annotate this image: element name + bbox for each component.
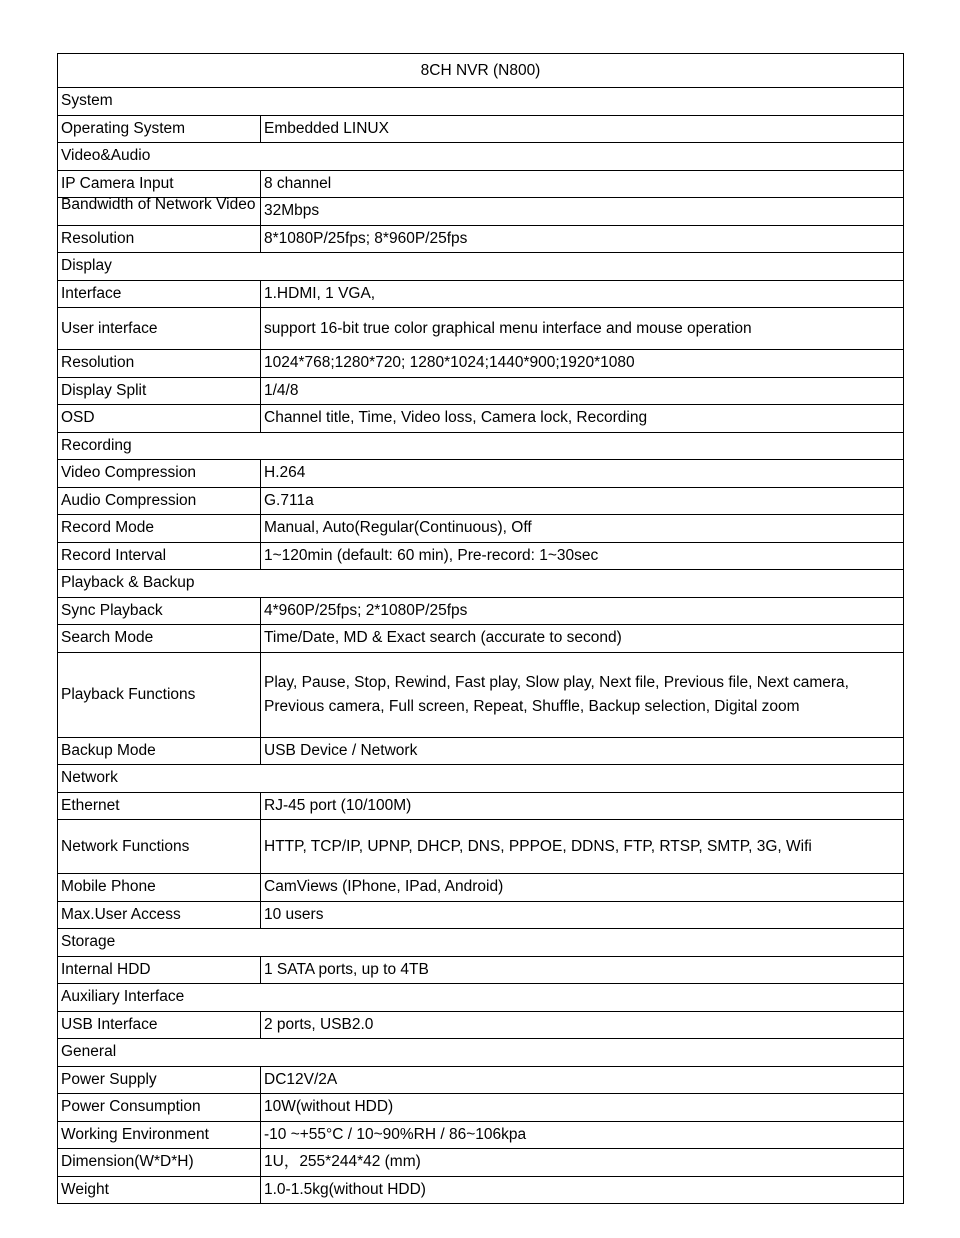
table-row [58, 350, 904, 378]
spec-value: USB Device / Network [261, 737, 904, 765]
section-row [58, 765, 904, 793]
spec-label-text: Bandwidth of Network Video [61, 196, 256, 214]
table-row [58, 487, 904, 515]
spec-value: 32Mbps [261, 198, 904, 226]
spec-label: IP Camera Input [58, 170, 261, 198]
table-row [58, 460, 904, 488]
section-heading: System [58, 88, 904, 116]
spec-label: Sync Playback [58, 597, 261, 625]
spec-value: 1.HDMI, 1 VGA, [261, 280, 904, 308]
spec-label: Power Consumption [58, 1094, 261, 1122]
spec-value: Play, Pause, Stop, Rewind, Fast play, Slow play, Next file, Previous file, Next camera, Previous camera, Full screen, Repeat, Shuffle, Backup selection, Digital zoom [261, 652, 904, 737]
table-row [58, 737, 904, 765]
table-row [58, 377, 904, 405]
table-row [58, 198, 904, 226]
spec-label [58, 198, 261, 226]
table-row [58, 405, 904, 433]
spec-label: Max.User Access [58, 901, 261, 929]
spec-label: Display Split [58, 377, 261, 405]
spec-label: Dimension(W*D*H) [58, 1149, 261, 1177]
spec-value: RJ-45 port (10/100M) [261, 792, 904, 820]
spec-label: Operating System [58, 115, 261, 143]
section-row [58, 88, 904, 116]
spec-value: 2 ports, USB2.0 [261, 1011, 904, 1039]
spec-label: Ethernet [58, 792, 261, 820]
spec-label: OSD [58, 405, 261, 433]
spec-value: Manual, Auto(Regular(Continuous), Off [261, 515, 904, 543]
table-row [58, 115, 904, 143]
spec-value: 1 SATA ports, up to 4TB [261, 956, 904, 984]
table-row [58, 225, 904, 253]
section-row [58, 1039, 904, 1067]
spec-value: 1/4/8 [261, 377, 904, 405]
spec-value: 1024*768;1280*720; 1280*1024;1440*900;1920*1080 [261, 350, 904, 378]
section-row [58, 253, 904, 281]
table-row [58, 901, 904, 929]
table-row [58, 625, 904, 653]
table-row [58, 515, 904, 543]
spec-value: 1~120min (default: 60 min), Pre-record: 1~30sec [261, 542, 904, 570]
spec-value: 1U，255*244*42 (mm) [261, 1149, 904, 1177]
spec-label: Interface [58, 280, 261, 308]
section-heading: Display [58, 253, 904, 281]
spec-value: support 16-bit true color graphical menu interface and mouse operation [261, 308, 904, 350]
spec-label: Search Mode [58, 625, 261, 653]
table-row [58, 280, 904, 308]
table-row [58, 956, 904, 984]
spec-value: H.264 [261, 460, 904, 488]
table-row [58, 1149, 904, 1177]
table-row [58, 542, 904, 570]
table-row [58, 1094, 904, 1122]
spec-label: Internal HDD [58, 956, 261, 984]
table-row [58, 1011, 904, 1039]
spec-label: User interface [58, 308, 261, 350]
section-heading: Storage [58, 929, 904, 957]
table-row [58, 874, 904, 902]
section-heading: Recording [58, 432, 904, 460]
spec-value: 10W(without HDD) [261, 1094, 904, 1122]
spec-label: Playback Functions [58, 652, 261, 737]
spec-value: Time/Date, MD & Exact search (accurate to second) [261, 625, 904, 653]
section-row [58, 143, 904, 171]
section-row [58, 929, 904, 957]
spec-value: 8 channel [261, 170, 904, 198]
table-row [58, 792, 904, 820]
spec-label: Audio Compression [58, 487, 261, 515]
section-heading: Network [58, 765, 904, 793]
spec-label: USB Interface [58, 1011, 261, 1039]
section-heading: Video&Audio [58, 143, 904, 171]
table-title: 8CH NVR (N800) [58, 54, 904, 88]
spec-table [57, 53, 904, 1204]
spec-label: Weight [58, 1176, 261, 1204]
section-row [58, 984, 904, 1012]
section-heading: Auxiliary Interface [58, 984, 904, 1012]
spec-value: Channel title, Time, Video loss, Camera lock, Recording [261, 405, 904, 433]
spec-value: 1.0-1.5kg(without HDD) [261, 1176, 904, 1204]
table-row [58, 1066, 904, 1094]
spec-value: 8*1080P/25fps; 8*960P/25fps [261, 225, 904, 253]
spec-value: 4*960P/25fps; 2*1080P/25fps [261, 597, 904, 625]
table-row [58, 652, 904, 737]
spec-label: Power Supply [58, 1066, 261, 1094]
section-heading: Playback & Backup [58, 570, 904, 598]
spec-value: G.711a [261, 487, 904, 515]
spec-value: CamViews (IPhone, IPad, Android) [261, 874, 904, 902]
table-row [58, 308, 904, 350]
section-heading: General [58, 1039, 904, 1067]
table-row [58, 597, 904, 625]
spec-label: Working Environment [58, 1121, 261, 1149]
spec-label: Record Mode [58, 515, 261, 543]
spec-label: Record Interval [58, 542, 261, 570]
table-row [58, 1176, 904, 1204]
spec-value: HTTP, TCP/IP, UPNP, DHCP, DNS, PPPOE, DDNS, FTP, RTSP, SMTP, 3G, Wifi [261, 820, 904, 874]
spec-label: Backup Mode [58, 737, 261, 765]
section-row [58, 570, 904, 598]
section-row [58, 432, 904, 460]
spec-value: -10 ~+55°C / 10~90%RH / 86~106kpa [261, 1121, 904, 1149]
table-row [58, 1121, 904, 1149]
spec-label: Resolution [58, 350, 261, 378]
spec-label: Resolution [58, 225, 261, 253]
title-row [58, 54, 904, 88]
spec-label: Mobile Phone [58, 874, 261, 902]
spec-value: Embedded LINUX [261, 115, 904, 143]
table-row [58, 820, 904, 874]
spec-value: DC12V/2A [261, 1066, 904, 1094]
spec-value: 10 users [261, 901, 904, 929]
spec-label: Network Functions [58, 820, 261, 874]
spec-label: Video Compression [58, 460, 261, 488]
